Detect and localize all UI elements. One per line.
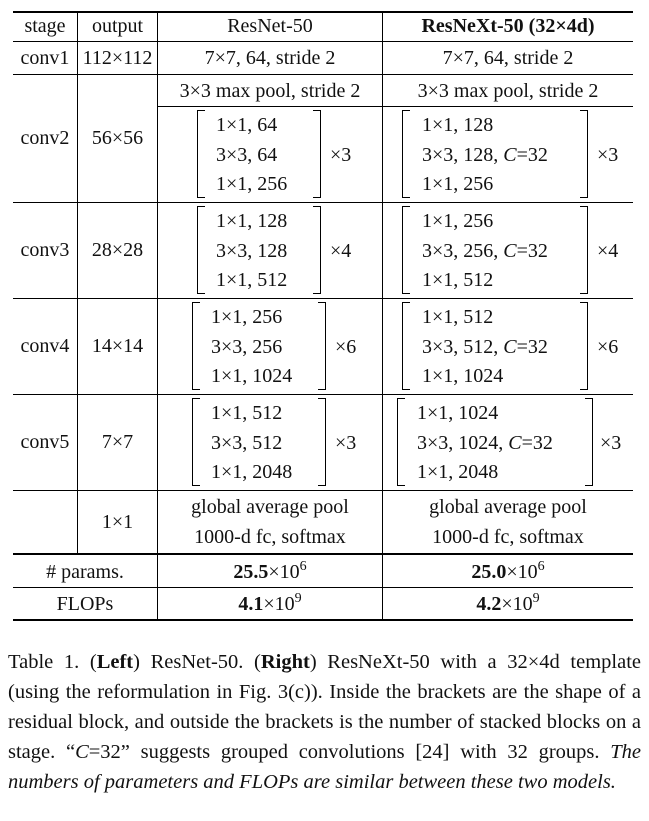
conv5-resnet-line-2: 3×3, 512 — [211, 432, 283, 454]
conv3-resnext-line-3: 1×1, 512 — [422, 269, 494, 291]
conv4-resnext-mult: ×6 — [597, 336, 619, 358]
conv5-rule — [13, 490, 633, 491]
conv5-resnet-bracket-right — [318, 398, 326, 486]
conv4-stage: conv4 — [20, 335, 70, 357]
header-resnext: ResNeXt-50 (32×4d) — [421, 15, 595, 37]
conv3-output: 28×28 — [91, 239, 144, 261]
conv3-resnext-bracket-left — [402, 206, 410, 294]
conv5-output: 7×7 — [101, 431, 134, 453]
conv3-resnet-mult: ×4 — [330, 240, 352, 262]
conv2-resnext-line-3: 1×1, 256 — [422, 173, 494, 195]
group-c: C — [503, 144, 517, 166]
conv3-resnext-line-1: 1×1, 256 — [422, 210, 494, 232]
conv4-resnet-line-3: 1×1, 1024 — [211, 365, 293, 387]
conv4-resnet-line-1: 1×1, 256 — [211, 306, 283, 328]
conv5-resnet-line-1: 1×1, 512 — [211, 402, 283, 424]
conv5-resnext-bracket-right — [585, 398, 593, 486]
conv5-resnet-mult: ×3 — [335, 432, 357, 454]
params-resnet: $25.5\times 10^6$ — [233, 559, 307, 583]
conv5-resnext-line-3: 1×1, 2048 — [417, 461, 499, 483]
conv4-resnext-line-3: 1×1, 1024 — [422, 365, 504, 387]
header-resnet: ResNet-50 — [227, 15, 313, 37]
final-resnet-line-1: global average pool — [191, 496, 349, 518]
conv5-resnet-bracket-left — [192, 398, 200, 486]
final-rule — [13, 553, 633, 555]
flops-resnext: $4.2\times 10^9$ — [476, 591, 540, 615]
table-caption: Table 1. (Left) ResNet-50. (Right) ResNeXt-50 with a 32×4d template (using the reformulation in Fig. 3(c)). Inside the brackets are the shape of a residual block, and outside the brackets is the number of stacked blocks on a stage. “C=32” suggests grouped convolutions [24] with 32 groups. The numbers of parameters and FLOPs are similar between these two models. — [8, 651, 641, 793]
group-c: C — [508, 432, 522, 454]
conv5-resnext-bracket-left — [397, 398, 405, 486]
conv1-output: 112×112 — [82, 47, 153, 69]
conv2-resnet-bracket-right — [313, 110, 321, 198]
header-stage: stage — [24, 15, 66, 37]
conv3-stage: conv3 — [20, 239, 70, 261]
conv5-resnext-mult: ×3 — [600, 432, 622, 454]
conv1-resnext: 7×7, 64, stride 2 — [442, 47, 574, 69]
params-rule — [13, 587, 633, 588]
conv2-resnet-mult: ×3 — [330, 144, 352, 166]
conv2-resnext-bracket-right — [580, 110, 588, 198]
conv4-output: 14×14 — [91, 335, 144, 357]
conv5-stage: conv5 — [20, 431, 70, 453]
conv1-resnet: 7×7, 64, stride 2 — [204, 47, 336, 69]
final-output: 1×1 — [101, 511, 134, 533]
conv2-pool-resnet: 3×3 max pool, stride 2 — [179, 80, 361, 102]
conv2-resnext-line-1: 1×1, 128 — [422, 114, 494, 136]
conv4-resnet-mult: ×6 — [335, 336, 357, 358]
flops-resnet: $4.1\times 10^9$ — [238, 591, 302, 615]
conv2-resnext-bracket-left — [402, 110, 410, 198]
conv2-output: 56×56 — [91, 127, 144, 149]
conv4-resnet-bracket-left — [192, 302, 200, 390]
conv2-resnet-line-1: 1×1, 64 — [216, 114, 278, 136]
conv4-resnet-bracket-right — [318, 302, 326, 390]
conv3-resnet-line-3: 1×1, 512 — [216, 269, 288, 291]
conv5-resnext-line-2: 3×3, 1024, C=32 — [417, 432, 553, 454]
conv3-resnet-bracket-right — [313, 206, 321, 294]
conv5-resnext-line-1: 1×1, 1024 — [417, 402, 499, 424]
conv2-rule — [13, 202, 633, 203]
conv2-resnet-line-3: 1×1, 256 — [216, 173, 288, 195]
conv5-resnet-line-3: 1×1, 2048 — [211, 461, 293, 483]
conv1-rule — [13, 74, 633, 75]
conv3-resnet-line-1: 1×1, 128 — [216, 210, 288, 232]
conv4-resnext-line-1: 1×1, 512 — [422, 306, 494, 328]
table-bottom-rule — [13, 619, 633, 621]
conv1-stage: conv1 — [20, 47, 70, 69]
conv2-resnext-line-2: 3×3, 128, C=32 — [422, 144, 548, 166]
group-c: C — [503, 240, 517, 262]
conv3-resnext-line-2: 3×3, 256, C=32 — [422, 240, 548, 262]
group-c: C — [503, 336, 517, 358]
conv2-resnext-mult: ×3 — [597, 144, 619, 166]
flops-label: FLOPs — [56, 593, 114, 615]
conv2-stage: conv2 — [20, 127, 70, 149]
conv3-rule — [13, 298, 633, 299]
conv4-rule — [13, 394, 633, 395]
final-resnext-line-1: global average pool — [429, 496, 587, 518]
conv2-resnet-bracket-left — [197, 110, 205, 198]
conv3-resnext-mult: ×4 — [597, 240, 619, 262]
final-resnet-line-2: 1000-d fc, softmax — [194, 526, 346, 548]
conv2-resnet-line-2: 3×3, 64 — [216, 144, 278, 166]
conv4-resnext-line-2: 3×3, 512, C=32 — [422, 336, 548, 358]
conv2-pool-resnext: 3×3 max pool, stride 2 — [417, 80, 599, 102]
conv3-resnet-bracket-left — [197, 206, 205, 294]
table-top-rule — [13, 11, 633, 13]
conv3-resnext-bracket-right — [580, 206, 588, 294]
params-resnext: $25.0\times 10^6$ — [471, 559, 545, 583]
conv3-resnet-line-2: 3×3, 128 — [216, 240, 288, 262]
col-divider-1 — [77, 11, 78, 554]
params-label: # params. — [46, 561, 124, 583]
conv4-resnext-bracket-left — [402, 302, 410, 390]
header-output: output — [91, 15, 144, 37]
conv4-resnet-line-2: 3×3, 256 — [211, 336, 283, 358]
conv4-resnext-bracket-right — [580, 302, 588, 390]
pool-rule — [157, 106, 633, 107]
header-rule — [13, 41, 633, 42]
final-resnext-line-2: 1000-d fc, softmax — [432, 526, 584, 548]
